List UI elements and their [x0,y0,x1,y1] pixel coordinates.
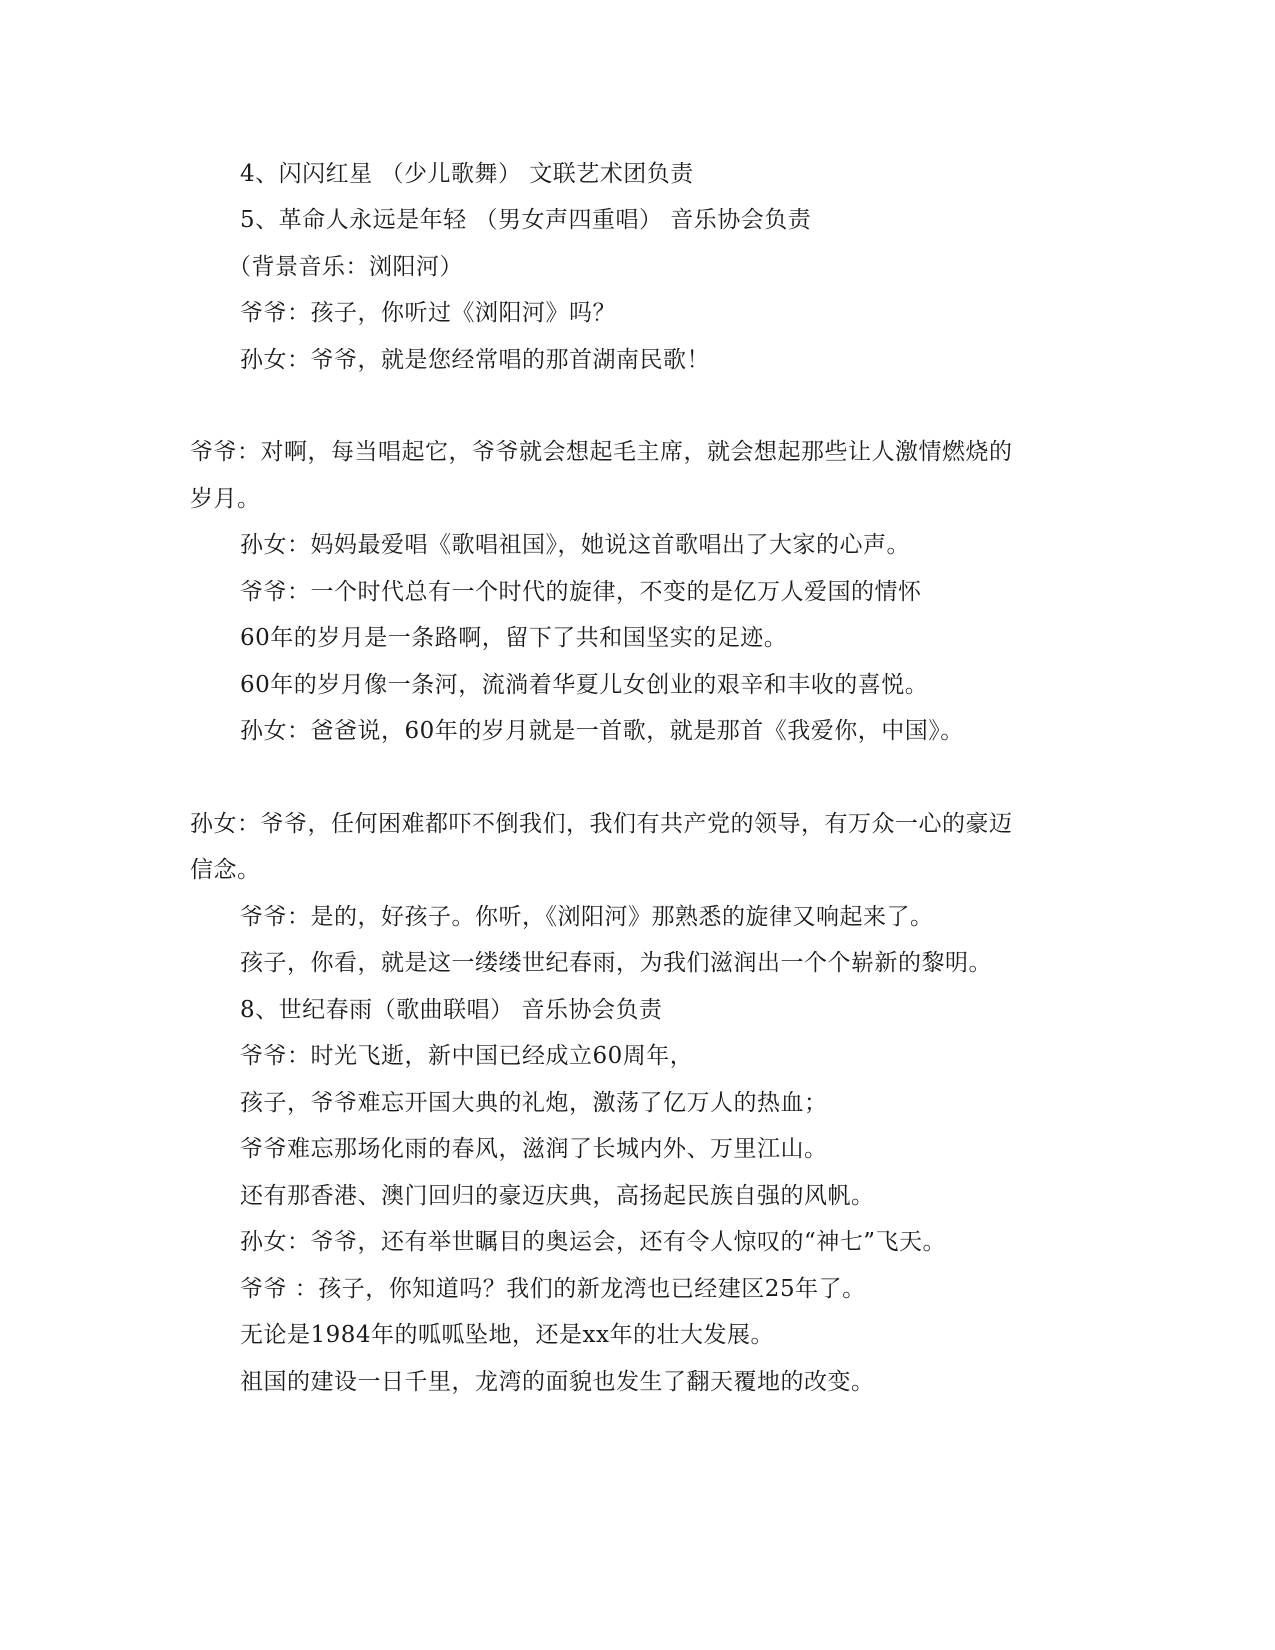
dialogue-line: 爷爷：是的，好孩子。你听，《浏阳河》那熟悉的旋律又响起来了。 [240,904,934,930]
program-item-4: 4、闪闪红星 （少儿歌舞） 文联艺术团负责 [240,161,694,187]
dialogue-line: 无论是1984年的呱呱坠地，还是xx年的壮大发展。 [240,1322,774,1348]
dialogue-line: 祖国的建设一日千里，龙湾的面貌也发生了翻天覆地的改变。 [240,1369,875,1395]
dialogue-line-continuation: 信念。 [190,857,261,883]
dialogue-line: 孙女：爷爷，就是您经常唱的那首湖南民歌！ [240,347,710,373]
dialogue-line: 爷爷难忘那场化雨的春风，滋润了长城内外、万里江山。 [240,1136,828,1162]
dialogue-line-continuation: 岁月。 [190,486,261,512]
dialogue-line: 爷爷：孩子，你听过《浏阳河》吗？ [240,300,616,326]
dialogue-line: 孙女：爸爸说，60年的岁月就是一首歌，就是那首《我爱你，中国》。 [240,718,964,744]
program-item-8: 8、世纪春雨（歌曲联唱） 音乐协会负责 [240,997,663,1023]
dialogue-line: 孙女：爷爷，任何困难都吓不倒我们，我们有共产党的领导，有万众一心的豪迈 [190,811,1013,837]
dialogue-line: 还有那香港、澳门回归的豪迈庆典，高扬起民族自强的风帆。 [240,1183,875,1209]
dialogue-line: 60年的岁月是一条路啊，留下了共和国坚实的足迹。 [240,625,788,651]
dialogue-line: 孙女：妈妈最爱唱《歌唱祖国》，她说这首歌唱出了大家的心声。 [240,532,910,558]
dialogue-line: 爷爷：对啊，每当唱起它，爷爷就会想起毛主席，就会想起那些让人激情燃烧的 [190,439,1013,465]
dialogue-line: 爷爷 ：孩子，你知道吗？我们的新龙湾也已经建区25年了。 [240,1276,866,1302]
dialogue-line: 孩子，你看，就是这一缕缕世纪春雨，为我们滋润出一个个崭新的黎明。 [240,950,992,976]
dialogue-line: 孩子，爷爷难忘开国大典的礼炮，激荡了亿万人的热血； [240,1090,828,1116]
dialogue-line: 爷爷：一个时代总有一个时代的旋律，不变的是亿万人爱国的情怀 [240,579,922,605]
dialogue-line: 60年的岁月像一条河，流淌着华夏儿女创业的艰辛和丰收的喜悦。 [240,672,929,698]
background-music-note: （背景音乐：浏阳河） [228,254,463,280]
dialogue-line: 孙女：爷爷，还有举世瞩目的奥运会，还有令人惊叹的“神七”飞天。 [240,1229,947,1255]
program-item-5: 5、革命人永远是年轻 （男女声四重唱） 音乐协会负责 [240,207,812,233]
dialogue-line: 爷爷：时光飞逝，新中国已经成立60周年， [240,1043,694,1069]
